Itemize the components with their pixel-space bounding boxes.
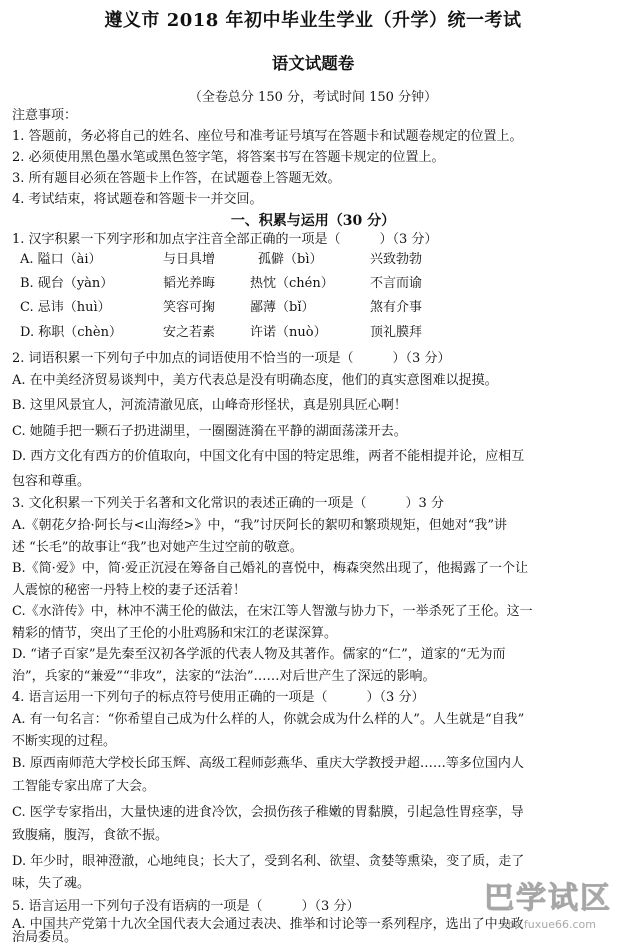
q1-option-a-word: 兴致勃勃: [370, 252, 423, 267]
q2-option-d: D. 西方文化有西方的价值取向，中国文化有中国的特定思维，两者不能相提并论，应相互: [12, 449, 525, 464]
q1-option-d-word: 许诺（nuò）: [250, 325, 327, 340]
section-title: 一、积累与运用（30 分）: [230, 213, 396, 229]
watermark-url: bbs.fuxue66.com: [500, 918, 596, 931]
q1-option-b-word: 韬光养晦: [163, 276, 216, 291]
q1-option-d: D. 称职（chèn）: [20, 325, 122, 340]
q1-option-c-word: 鄙薄（bǐ）: [250, 300, 315, 315]
note-item: 1. 答题前，务必将自己的姓名、座位号和准考证号填写在答题卡和试题卷规定的位置上。: [12, 129, 523, 144]
q1-option-c: C. 忌讳（huì）: [20, 300, 111, 315]
paper-subtitle: 语文试题卷: [271, 54, 355, 73]
question-3-stem: 3. 文化积累一下列关于名著和文化常识的表述正确的一项是（ ）3 分: [12, 496, 444, 511]
time-note: （全卷总分 150 分，考试时间 150 分钟）: [188, 90, 438, 105]
q1-option-b-word: 不言而谕: [370, 276, 423, 291]
q5-option-a: A. 中国共产党第十九次全国代表大会通过表决、推举和讨论等一系列程序，选出了中央政: [12, 917, 524, 932]
question-5-stem: 5. 语言运用一下列句子没有语病的一项是（ ）（3 分）: [12, 899, 360, 914]
q2-option-b: B. 这里风景宜人，河流清澈见底，山峰奇形怪状，真是别具匠心啊！: [12, 398, 407, 413]
q1-option-c-word: 煞有介事: [370, 300, 423, 315]
q3-option-a-cont: 述 “长毛”的故事让“我”也对她产生过空前的敬意。: [12, 540, 303, 555]
q1-option-b-word: 热忱（chén）: [250, 276, 334, 291]
q3-option-c: C.《水浒传》中，林冲不满王伦的做法，在宋江等人智激与协力下，一举杀死了王伦。这一: [12, 604, 533, 619]
q1-option-c-word: 笑容可掬: [163, 300, 216, 315]
note-item: 2. 必须使用黑色墨水笔或黑色签字笔，将答案书写在答题卡规定的位置上。: [12, 150, 445, 165]
note-item: 3. 所有题目必须在答题卡上作答，在试题卷上答题无效。: [12, 171, 341, 186]
q1-option-a: A. 隘口（ài）: [20, 252, 102, 267]
q3-option-a: A.《朝花夕拾·阿长与<山海经>》中，“我”讨厌阿长的絮叨和繁琐规矩，但她对“我”讲: [12, 518, 508, 533]
q4-option-b: B. 原西南师范大学校长邱玉辉、高级工程师彭燕华、重庆大学教授尹超……等多位国内人: [12, 756, 524, 771]
q4-option-d: D. 年少时，眼神澄澈，心地纯良；长大了，受到名利、欲望、贪婪等熏染，变了质，走了: [12, 854, 525, 869]
question-1-stem: 1. 汉字积累一下列字形和加点字注音全部正确的一项是（ ）（3 分）: [12, 232, 438, 247]
notes-heading: 注意事项：: [12, 108, 78, 123]
q4-option-d-cont: 味，失了魂。: [12, 876, 91, 891]
q4-option-b-cont: 工智能专家出席了大会。: [12, 779, 156, 794]
q4-option-c: C. 医学专家指出，大量快速的进食冷饮，会损伤孩子稚嫩的胃黏膜，引起急性胃痉挛，导: [12, 805, 524, 820]
q3-option-c-cont: 精彩的情节，突出了王伦的小肚鸡肠和宋江的老谋深算。: [12, 626, 338, 641]
q3-option-d: D. “诸子百家”是先秦至汉初各学派的代表人物及其著作。儒家的“仁”，道家的“无为而: [12, 647, 506, 662]
q2-option-a: A. 在中美经济贸易谈判中，美方代表总是没有明确态度，他们的真实意图难以捉摸。: [12, 373, 498, 388]
question-4-stem: 4. 语言运用一下列句子的标点符号使用正确的一项是（ ）（3 分）: [12, 690, 425, 705]
q1-option-d-word: 安之若素: [163, 325, 216, 340]
q2-option-c: C. 她随手把一颗石子扔进湖里，一圈圈涟漪在平静的湖面荡漾开去。: [12, 424, 407, 439]
watermark-logo-text: 巴学试区: [484, 881, 612, 916]
q1-option-d-word: 顶礼膜拜: [370, 325, 423, 340]
note-item: 4. 考试结束，将试题卷和答题卡一并交回。: [12, 192, 263, 207]
question-2-stem: 2. 词语积累一下列句子中加点的词语使用不恰当的一项是（ ）（3 分）: [12, 351, 451, 366]
exam-title: 遵义市 2018 年初中毕业生学业（升学）统一考试: [104, 10, 522, 31]
q1-option-b: B. 砚台（yàn）: [20, 276, 114, 291]
q5-option-a-cont: 治局委员。: [12, 930, 78, 945]
q2-option-d-cont: 包容和尊重。: [12, 474, 91, 489]
q1-option-a-word: 与日具增: [163, 252, 216, 267]
q4-option-a-cont: 不断实现的过程。: [12, 734, 117, 749]
q3-option-b: B.《简·爱》中，简·爱正沉浸在筹备自己婚礼的喜悦中，梅森突然出现了，他揭露了一个让: [12, 561, 528, 576]
q1-option-a-word: 孤僻（bì）: [258, 252, 323, 267]
q3-option-b-cont: 人震惊的秘密一丹特上校的妻子还活着！: [12, 583, 247, 598]
q4-option-c-cont: 致腹痛，腹泻，食欲不振。: [12, 828, 169, 843]
site-watermark: [460, 883, 620, 937]
q3-option-d-cont: 治”，兵家的“兼爱”“非攻”，法家的“法治”……对后世产生了深远的影响。: [12, 669, 436, 684]
q4-option-a: A. 有一句名言：“你希望自己成为什么样的人，你就会成为什么样的人”。人生就是“自我”: [12, 712, 525, 727]
